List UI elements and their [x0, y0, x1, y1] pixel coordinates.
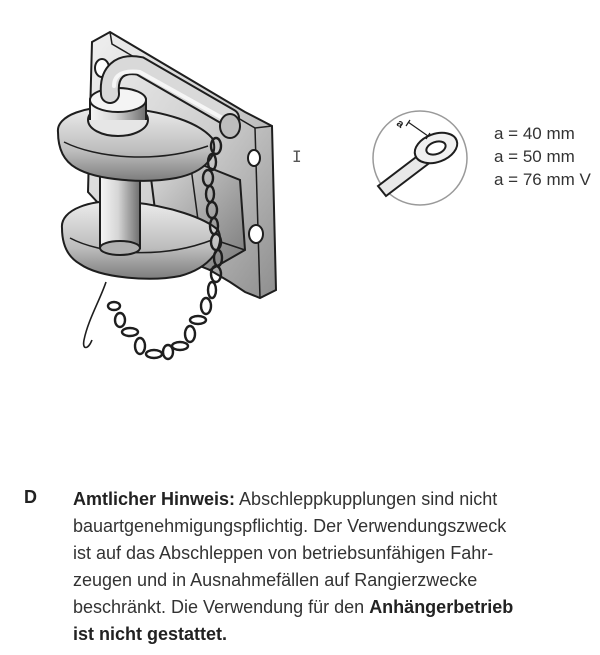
- dimension-inset: [370, 108, 470, 213]
- text-cursor-icon: I: [292, 147, 302, 166]
- note-line-2: bauartgenehmigungspflichtig. Der Verwendungszweck: [73, 516, 507, 536]
- note-bold-trailer-usage: Anhängerbetrieb: [369, 597, 514, 617]
- tow-coupling-with-chain-icon: [40, 20, 300, 390]
- note-heading: Amtlicher Hinweis:: [73, 489, 236, 509]
- note-letter: D: [24, 487, 37, 507]
- note-line-4: zeugen und in Ausnahmefällen auf Rangierzwecke: [73, 570, 478, 590]
- size-list: [494, 122, 591, 191]
- official-note: [73, 486, 593, 648]
- eye-ring-dimension-icon: [370, 108, 470, 208]
- note-line-6: ist nicht gestattet.: [73, 624, 228, 644]
- size-item: a = 40 mm: [494, 124, 575, 143]
- coupling-illustration: [40, 20, 300, 395]
- dimension-label: a: [394, 117, 407, 131]
- note-line-3: ist auf das Abschleppen von betriebsunfähigen Fahr-: [73, 543, 494, 563]
- size-item: a = 50 mm: [494, 147, 575, 166]
- note-text-1: Abschleppkupplungen sind nicht: [235, 489, 498, 509]
- note-line-1: [73, 486, 593, 513]
- note-line-5: [73, 594, 593, 621]
- note-text-5: beschränkt. Die Verwendung für den: [73, 597, 370, 617]
- size-item: a = 76 mm V: [494, 170, 591, 189]
